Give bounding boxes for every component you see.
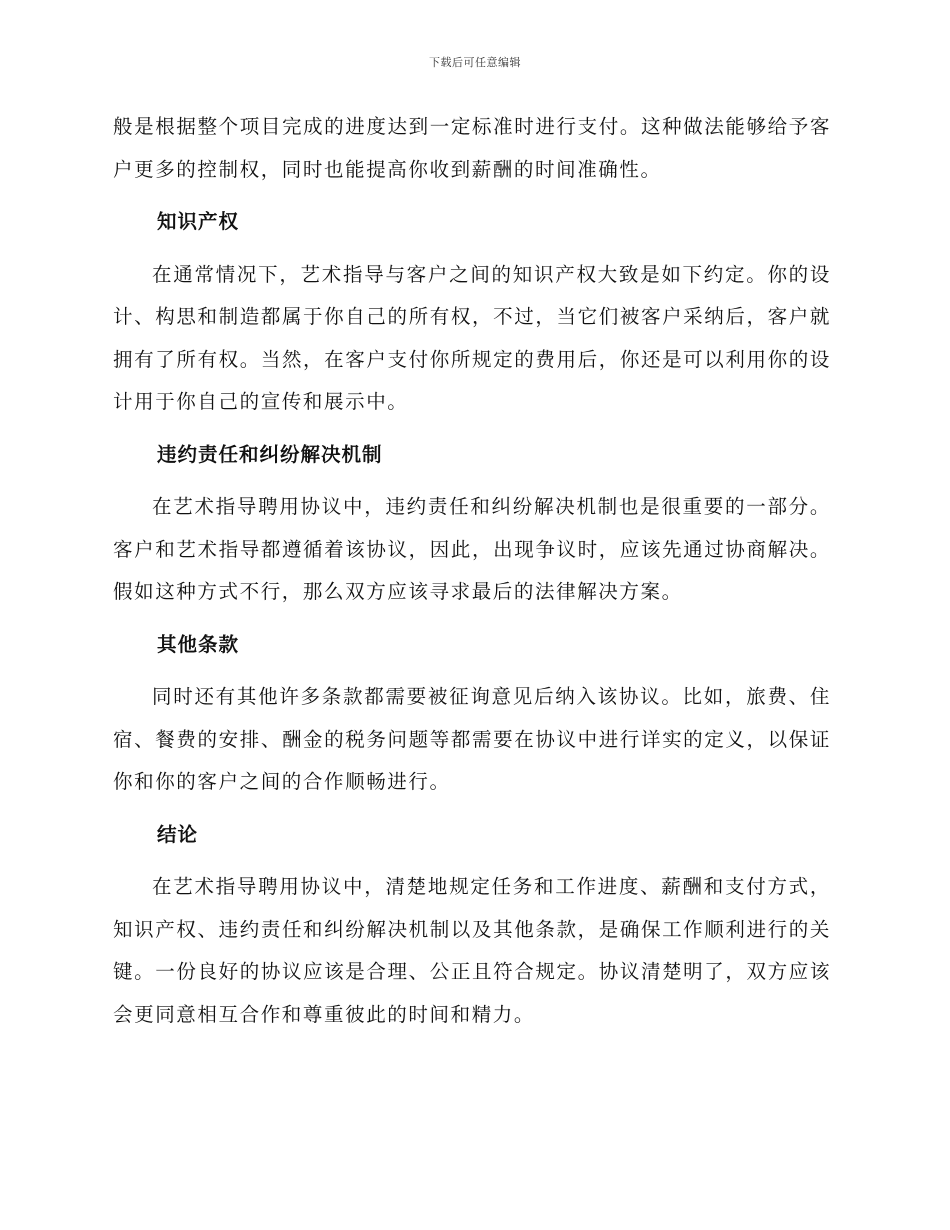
document-body	[113, 106, 831, 1036]
section-heading-other: 其他条款	[157, 632, 240, 656]
section-body-conclusion: 在艺术指导聘用协议中，清楚地规定任务和工作进度、薪酬和支付方式，知识产权、违约责任和纠纷解决机制以及其他条款，是确保工作顺利进行的关键。一份良好的协议应该是合理、公正且符合规定。协议清楚明了，双方应该会更同意相互合作和尊重彼此的时间和精力。	[113, 875, 831, 1026]
section-heading-liability: 违约责任和纠纷解决机制	[157, 442, 383, 466]
page-header: 下载后可任意编辑	[429, 56, 521, 69]
intro-continuation-paragraph: 般是根据整个项目完成的进度达到一定标准时进行支付。这种做法能够给予客户更多的控制权，同时也能提高你收到薪酬的时间准确性。	[113, 115, 831, 181]
section-body-ip: 在通常情况下，艺术指导与客户之间的知识产权大致是如下约定。你的设计、构思和制造都属于你自己的所有权，不过，当它们被客户采纳后，客户就拥有了所有权。当然，在客户支付你所规定的费用后，你还是可以利用你的设计用于你自己的宣传和展示中。	[113, 262, 831, 413]
section-body-other: 同时还有其他许多条款都需要被征询意见后纳入该协议。比如，旅费、住宿、餐费的安排、酬金的税务问题等都需要在协议中进行详实的定义，以保证你和你的客户之间的合作顺畅进行。	[113, 685, 831, 793]
section-body-liability: 在艺术指导聘用协议中，违约责任和纠纷解决机制也是很重要的一部分。客户和艺术指导都遵循着该协议，因此，出现争议时，应该先通过协商解决。假如这种方式不行，那么双方应该寻求最后的法律解决方案。	[113, 495, 831, 603]
section-heading-ip: 知识产权	[157, 210, 240, 233]
section-heading-conclusion: 结论	[157, 822, 199, 846]
